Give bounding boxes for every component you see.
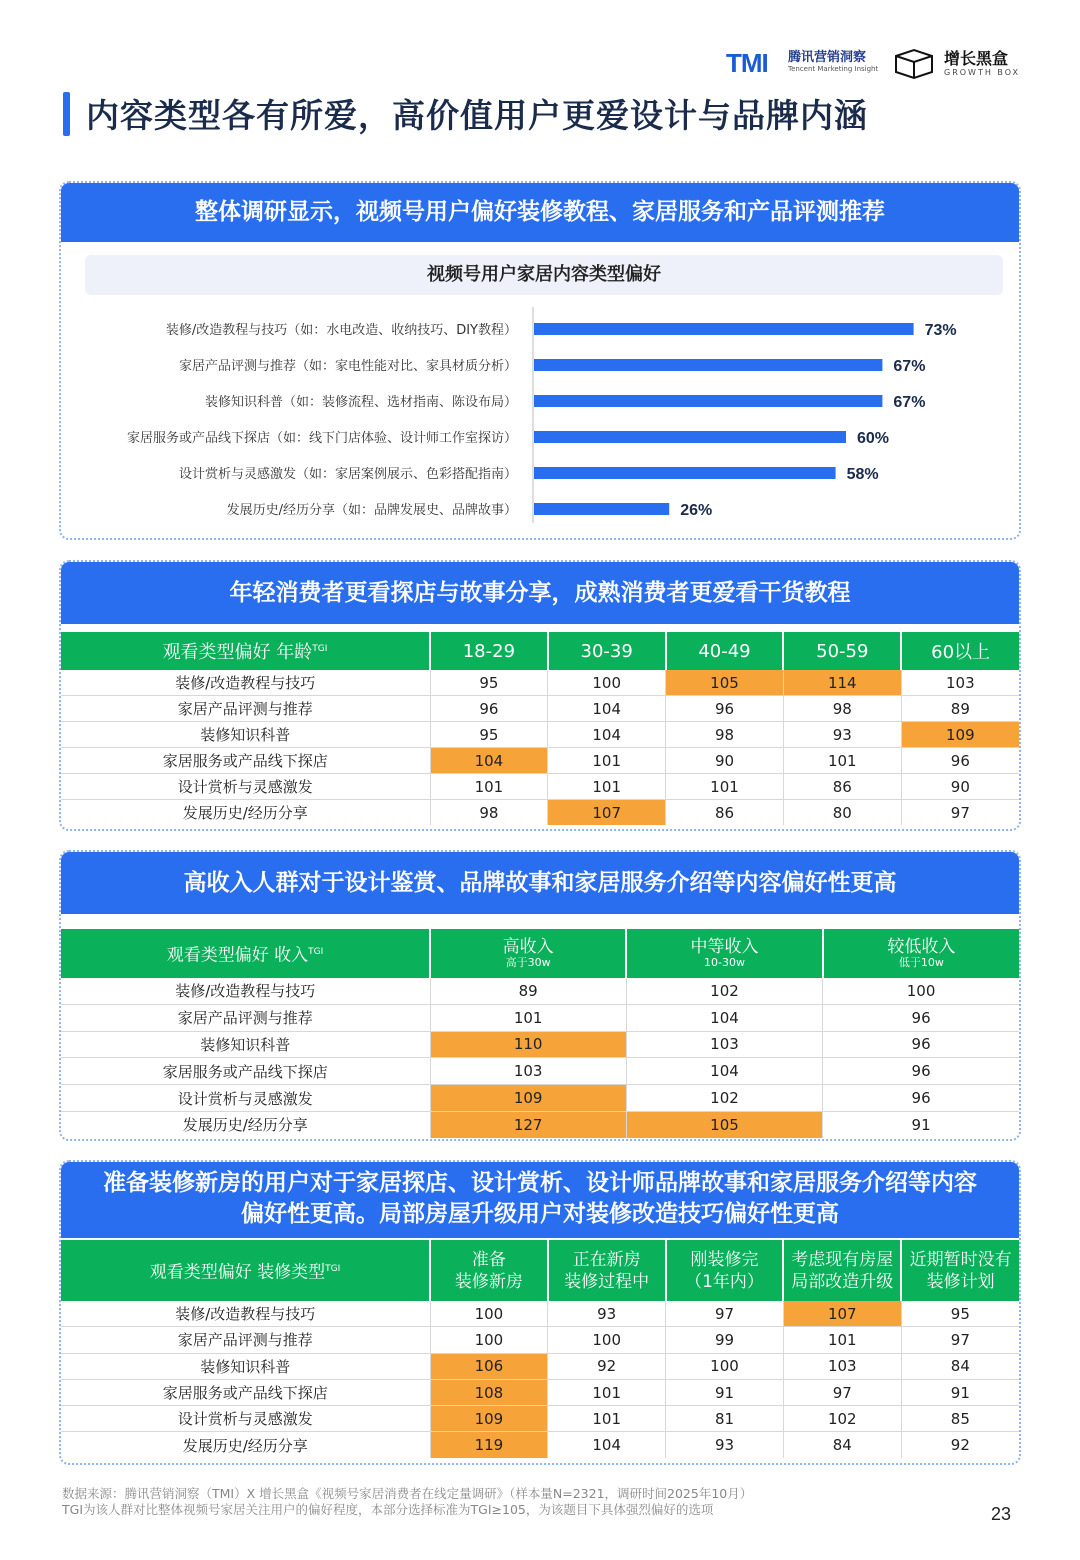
table-row [61,1004,1019,1031]
tgi-cell: 101 [783,748,901,774]
bar [534,431,846,443]
age-tgi-table [61,632,1019,825]
category-label: 装修/改造教程与技巧（如：水电改造、收纳技巧、DIY教程） [165,323,517,338]
tgi-cell: 101 [783,1327,901,1353]
section3-header: 高收入人群对于设计鉴赏、品牌故事和家居服务介绍等内容偏好性更高 [61,852,1019,914]
tgi-cell: 93 [783,722,901,748]
tgi-cell: 100 [548,670,666,696]
tgi-cell: 100 [430,1301,548,1327]
tgi-cell: 90 [901,774,1019,800]
tgi-cell: 110 [430,1031,626,1058]
section4-header-line2: 偏好性更高。局部房屋升级用户对装修改造技巧偏好性更高 [241,1201,839,1227]
renovation-table-rowhead: 观看类型偏好 装修类型$^{TGI}$ [61,1240,430,1301]
bar [534,323,914,335]
row-label: 家居产品评测与推荐 [61,1004,430,1031]
value-label: 73% [924,322,957,339]
tgi-cell: 106 [430,1353,548,1379]
tgi-cell: 101 [548,748,666,774]
tgi-cell: 104 [430,748,548,774]
page-number: 23 [991,1504,1012,1524]
tgi-cell: 104 [548,722,666,748]
tgi-cell: 101 [548,1406,666,1432]
row-label: 家居服务或产品线下探店 [61,1379,430,1405]
tgi-cell: 105 [626,1111,822,1137]
table-row [61,800,1019,826]
table-row [61,696,1019,722]
tgi-cell: 104 [626,1004,822,1031]
table-row [61,1111,1019,1137]
tgi-cell: 89 [901,696,1019,722]
section-overall-preference [59,181,1021,540]
section-age [59,560,1021,831]
tgi-cell: 102 [626,978,822,1004]
tgi-cell: 100 [823,978,1019,1004]
row-label: 家居服务或产品线下探店 [61,748,430,774]
tgi-cell: 96 [823,1058,1019,1085]
category-label: 发展历史/经历分享（如：品牌发展史、品牌故事） [226,503,517,518]
row-label: 装修/改造教程与技巧 [61,670,430,696]
table-row [61,1353,1019,1379]
tgi-cell: 93 [548,1301,666,1327]
value-label: 26% [680,502,713,519]
footnote [62,1486,752,1518]
tgi-cell: 80 [783,800,901,826]
tgi-cell: 91 [666,1379,784,1405]
table-row [61,670,1019,696]
category-label: 家居产品评测与推荐（如：家电性能对比、家具材质分析） [178,359,517,374]
tgi-cell: 84 [783,1432,901,1458]
tgi-cell: 102 [626,1085,822,1112]
table-row [61,1301,1019,1327]
tgi-cell: 95 [430,722,548,748]
table-row [61,1379,1019,1405]
section4-header-line1: 准备装修新房的用户对于家居探店、设计赏析、设计师品牌故事和家居服务介绍等内容 [103,1170,977,1196]
preference-bar-chart [61,303,1019,523]
income-table-rowhead: 观看类型偏好 收入$^{TGI}$ [61,929,430,978]
tgi-cell: 100 [548,1327,666,1353]
income-tgi-table [61,929,1019,1138]
tgi-cell: 96 [823,1085,1019,1112]
row-label: 家居产品评测与推荐 [61,1327,430,1353]
section2-header: 年轻消费者更看探店与故事分享，成熟消费者更爱看干货教程 [61,562,1019,624]
tgi-cell: 101 [666,774,784,800]
tgi-cell: 103 [430,1058,626,1085]
tgi-cell: 95 [430,670,548,696]
tgi-cell: 104 [548,696,666,722]
tgi-cell: 105 [666,670,784,696]
tgi-cell: 91 [911,1115,931,1134]
row-label: 家居服务或产品线下探店 [61,1058,430,1085]
bar [534,467,836,479]
renovation-tgi-table [61,1240,1019,1458]
row-label: 发展历史/经历分享 [61,800,430,826]
tgi-cell: 101 [430,774,548,800]
tgi-cell: 114 [783,670,901,696]
tgi-cell: 99 [666,1327,784,1353]
table-row [61,1085,1019,1112]
tgi-cell: 104 [548,1432,666,1458]
growth-box-name-en: GROWTH BOX [944,68,1021,77]
table-row [61,774,1019,800]
tgi-cell: 97 [901,1327,1019,1353]
value-label: 60% [857,430,890,447]
table-row [61,978,1019,1004]
section-renovation [59,1160,1021,1465]
title-accent-bar [63,92,70,136]
page-title: 内容类型各有所爱，高价值用户更爱设计与品牌内涵 [86,96,868,135]
age-col-header: 30-39 [548,632,666,670]
brand-logos [726,44,1026,84]
tgi-cell: 100 [430,1327,548,1353]
row-label: 设计赏析与灵感激发 [61,1406,430,1432]
age-col-header: 50-59 [783,632,901,670]
row-label: 发展历史/经历分享 [61,1111,430,1137]
tgi-cell: 109 [901,722,1019,748]
row-label: 设计赏析与灵感激发 [61,774,430,800]
tgi-cell: 109 [430,1085,626,1112]
bar [534,395,882,407]
growth-box-name-cn: 增长黑盒 [944,49,1009,68]
income-col-header: 高收入 高于30w [430,929,626,978]
tgi-cell: 119 [430,1432,548,1458]
tgi-cell: 90 [666,748,784,774]
row-label: 装修/改造教程与技巧 [61,978,430,1004]
tgi-cell: 92 [950,1436,970,1455]
table-row [61,1031,1019,1058]
table-row [61,1058,1019,1085]
table-row [61,1406,1019,1432]
tgi-cell: 103 [783,1353,901,1379]
tgi-cell: 84 [901,1353,1019,1379]
tgi-cell: 101 [548,1379,666,1405]
value-label: 67% [893,394,926,411]
table-row [61,1432,1019,1458]
tgi-cell: 96 [430,696,548,722]
section1-header: 整体调研显示，视频号用户偏好装修教程、家居服务和产品评测推荐 [61,183,1019,242]
tgi-cell: 109 [430,1406,548,1432]
renovation-col-header: 考虑现有房屋 局部改造升级 [783,1240,901,1301]
tgi-cell: 96 [901,748,1019,774]
tgi-cell: 98 [430,800,548,826]
row-label: 家居产品评测与推荐 [61,696,430,722]
tgi-cell: 96 [666,696,784,722]
age-col-header: 40-49 [666,632,784,670]
tgi-cell: 107 [548,800,666,826]
age-table-rowhead: 观看类型偏好 年龄$^{TGI}$ [61,632,430,670]
renovation-col-header: 准备 装修新房 [430,1240,548,1301]
value-label: 67% [893,358,926,375]
tgi-cell: 102 [783,1406,901,1432]
category-label: 设计赏析与灵感激发（如：家居案例展示、色彩搭配指南） [178,467,517,482]
tgi-cell: 98 [666,722,784,748]
bar [534,359,882,371]
section-income [59,850,1021,1141]
age-col-header: 18-29 [430,632,548,670]
income-col-header: 较低收入 低于10w [823,929,1019,978]
chart-title: 视频号用户家居内容类型偏好 [85,255,1003,295]
section4-header [61,1162,1019,1238]
table-row [61,722,1019,748]
tgi-cell: 103 [901,670,1019,696]
tgi-cell: 97 [783,1379,901,1405]
tgi-cell: 108 [430,1379,548,1405]
table-row [61,1327,1019,1353]
growth-box-logo-icon [892,46,936,80]
tgi-cell: 127 [430,1111,626,1137]
row-label: 发展历史/经历分享 [61,1432,430,1458]
tgi-cell: 101 [430,1004,626,1031]
tgi-cell: 96 [823,1004,1019,1031]
row-label: 装修知识科普 [61,1353,430,1379]
row-label: 设计赏析与灵感激发 [61,1085,430,1112]
tgi-cell: 97 [666,1301,784,1327]
tgi-cell: 96 [823,1031,1019,1058]
tmi-name-en: Tencent Marketing Insight [788,65,879,73]
category-label: 装修知识科普（如：装修流程、选材指南、陈设布局） [204,395,517,410]
renovation-col-header: 正在新房 装修过程中 [548,1240,666,1301]
bar [534,503,669,515]
tgi-cell: 85 [901,1406,1019,1432]
tgi-cell: 107 [783,1301,901,1327]
tgi-cell: 103 [626,1031,822,1058]
value-label: 58% [846,466,879,483]
table-row [61,748,1019,774]
tmi-name-cn: 腾讯营销洞察 [788,50,867,65]
category-label: 家居服务或产品线下探店（如：线下门店体验、设计师工作室探访） [126,431,517,446]
row-label: 装修知识科普 [61,1031,430,1058]
tmi-logo: TMI [726,48,768,78]
footnote-tgi-definition: TGI为该人群对比整体视频号家居关注用户的偏好程度，本部分选择标准为TGI≥105，为该题目下具体强烈偏好的选项 [62,1502,714,1517]
row-label: 装修/改造教程与技巧 [61,1301,430,1327]
renovation-col-header: 近期暂时没有 装修计划 [901,1240,1019,1301]
tgi-cell: 91 [901,1379,1019,1405]
age-col-header: 60以上 [901,632,1019,670]
tgi-cell: 97 [950,803,970,822]
tgi-cell: 93 [666,1432,784,1458]
tgi-cell: 81 [666,1406,784,1432]
tgi-cell: 104 [626,1058,822,1085]
tgi-cell: 86 [666,800,784,826]
renovation-col-header: 刚装修完 （1年内） [666,1240,784,1301]
income-col-header: 中等收入 10-30w [626,929,822,978]
tgi-cell: 100 [666,1353,784,1379]
tgi-cell: 101 [548,774,666,800]
tgi-cell: 86 [783,774,901,800]
tgi-cell: 98 [783,696,901,722]
row-label: 装修知识科普 [61,722,430,748]
footnote-source: 数据来源：腾讯营销洞察（TMI）X 增长黑盒《视频号家居消费者在线定量调研》（样本量N=2321，调研时间2025年10月） [62,1486,753,1501]
tgi-cell: 89 [430,978,626,1004]
tgi-cell: 92 [548,1353,666,1379]
tgi-cell: 95 [901,1301,1019,1327]
